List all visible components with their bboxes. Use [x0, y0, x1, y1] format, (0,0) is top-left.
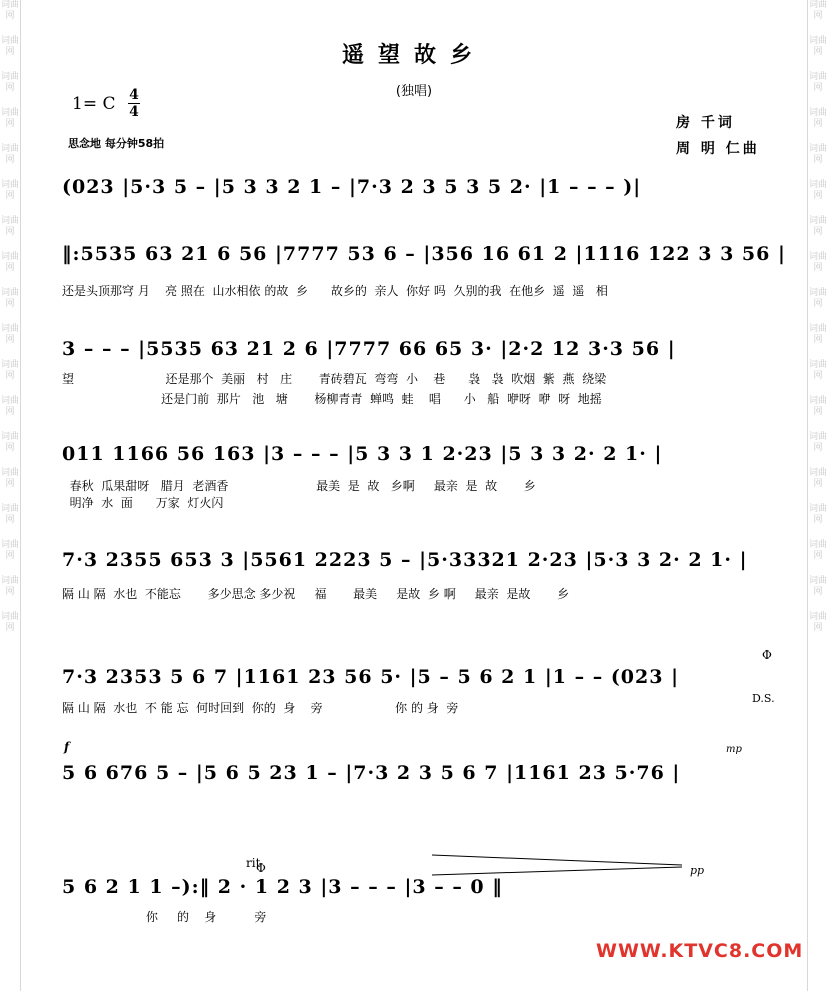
score-line-8: 5 6 2 1 1 –):‖ 2 · 1 2 3 |3 – – – |3 – – 0 ‖ [62, 876, 503, 898]
composer-credit: 周 明 仁曲 [676, 141, 760, 157]
time-signature [128, 88, 140, 119]
meter-top: 4 [129, 87, 139, 103]
lyric-line-8: 你 的 身 旁 [62, 910, 267, 924]
right-page-margin: 词曲网 词曲网 词曲网 词曲网 词曲网 词曲网 词曲网 词曲网 词曲网 词曲网 词曲网 词曲网 词曲网 词曲网 词曲网 词曲网 词曲网 词曲网 [807, 0, 828, 991]
meter-bottom: 4 [129, 104, 139, 120]
lyric-line-5: 隔 山 隔 水也 不能忘 多少思念 多少祝 福 最美 是故 乡 啊 最亲 是故 乡 [62, 587, 570, 601]
score-line-4: 011 1166 56 163 |3 – – – |5 3 3 1 2·23 |5 3 3 2· 2 1· | [62, 443, 663, 465]
lyricist-credit: 房 千词 [676, 115, 735, 131]
song-title: 遥望故乡 [341, 42, 486, 68]
lyric-line-3a: 望 还是那个 美丽 村 庄 青砖碧瓦 弯弯 小 巷 袅 袅 吹烟 紫 燕 绕梁 [62, 372, 607, 386]
diminuendo-hairpin [432, 852, 682, 878]
ritardando-mark: rit [246, 856, 261, 870]
lyric-line-3b: 还是门前 那片 池 塘 杨柳青青 蝉鸣 蛙 唱 小 船 咿呀 咿 呀 地摇 [62, 392, 602, 406]
song-subtitle: (独唱) [395, 84, 433, 99]
left-page-margin: 词曲网 词曲网 词曲网 词曲网 词曲网 词曲网 词曲网 词曲网 词曲网 词曲网 词曲网 词曲网 词曲网 词曲网 词曲网 词曲网 词曲网 词曲网 [0, 0, 21, 991]
key-signature: 1= C [72, 94, 116, 114]
coda-sign: Φ [256, 861, 266, 875]
lyric-line-4a: 春秋 瓜果甜呀 腊月 老酒香 最美 是 故 乡啊 最亲 是 故 乡 [62, 479, 536, 493]
lyric-line-4b: 明净 水 面 万家 灯火闪 [62, 496, 224, 510]
score-line-6: 7·3 2353 5 6 7 |1161 23 56 5· |5 – 5 6 2 1 |1 – – (023 | [62, 666, 679, 688]
forte-mark: f [64, 740, 70, 754]
score-line-2: ‖:5535 63 21 6 56 |7777 53 6 – |356 16 61 2 |1116 122 3 3 56 | [62, 243, 786, 265]
score-line-7: 5 6 676 5 – |5 6 5 23 1 – |7·3 2 3 5 6 7 |1161 23 5·76 | [62, 762, 681, 784]
score-line-3: 3 – – – |5535 63 21 2 6 |7777 66 65 3· |2·2 12 3·3 56 | [62, 338, 676, 360]
pianissimo-mark: pp [690, 864, 705, 877]
site-watermark: WWW.KTVC8.COM [596, 940, 804, 962]
tempo-marking: 思念地 每分钟58拍 [68, 137, 165, 150]
score-line-5: 7·3 2355 653 3 |5561 2223 5 – |5·33321 2·23 |5·3 3 2· 2 1· | [62, 549, 748, 571]
lyric-line-6: 隔 山 隔 水也 不 能 忘 何时回到 你的 身 旁 你 的 身 旁 [62, 701, 459, 715]
da-segno-mark: D.S. [752, 692, 775, 705]
segno-sign: Φ [762, 648, 772, 662]
lyric-line-2: 还是头顶那穹 月 亮 照在 山水相依 的故 乡 故乡的 亲人 你好 吗 久别的我 在他乡 遥 遥 相 [62, 284, 608, 298]
score-line-1: (023 |5·3 5 – |5 3 3 2 1 – |7·3 2 3 5 3 5 2· |1 – – – )| [62, 176, 642, 198]
mezzo-piano-mark: mp [726, 744, 742, 755]
